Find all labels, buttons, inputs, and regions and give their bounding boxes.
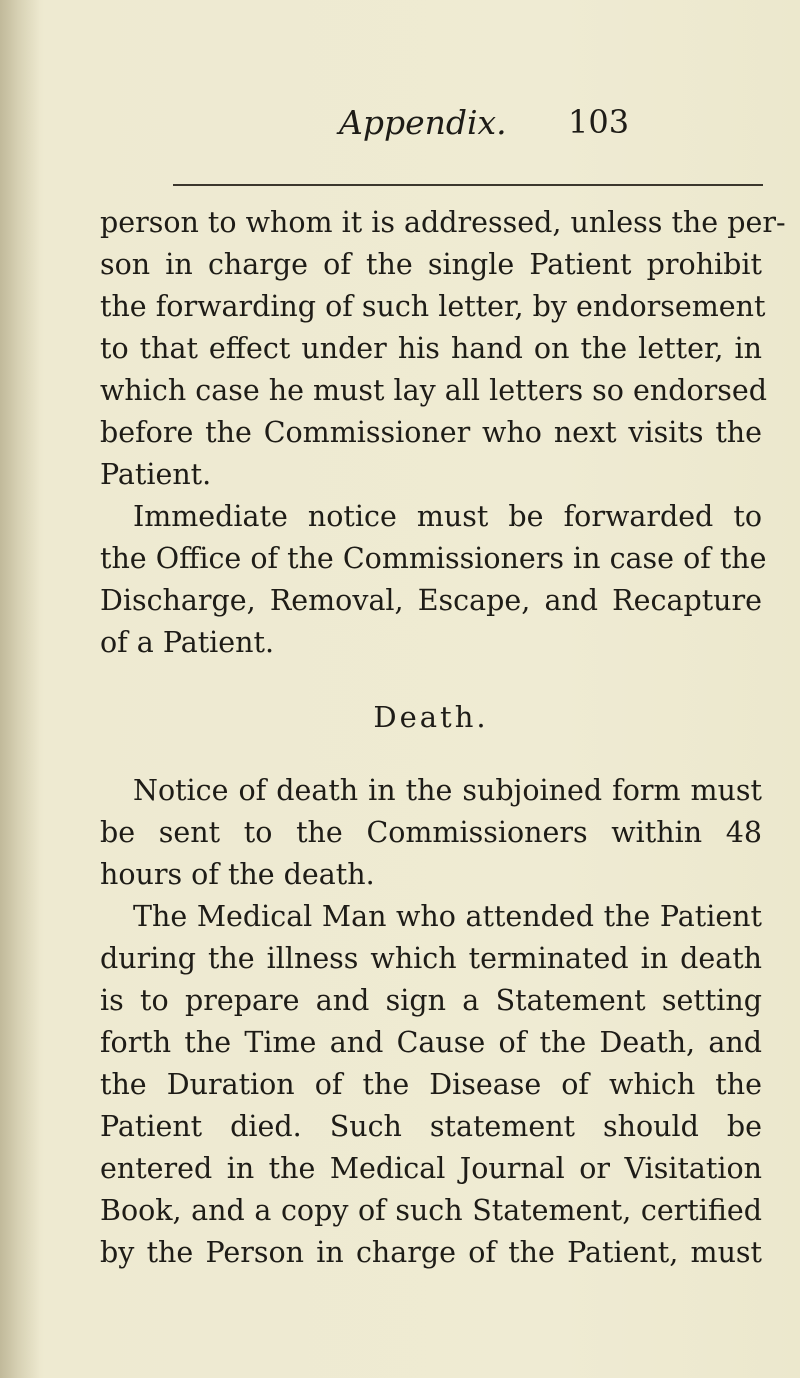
text-line: entered in the Medical Journal or Visitation	[100, 1152, 762, 1185]
text-line: son in charge of the single Patient prohibit	[100, 248, 762, 281]
text-line: be sent to the Commissioners within 48	[100, 816, 762, 849]
header-rule	[173, 184, 763, 186]
text-line: Patient.	[100, 458, 212, 491]
section-heading-death: Death.	[373, 700, 489, 734]
page-edge-shadow	[0, 0, 40, 1378]
text-line: to that effect under his hand on the letter, in	[100, 332, 762, 365]
running-head-title: Appendix.	[339, 103, 507, 142]
text-line: the Duration of the Disease of which the	[100, 1068, 762, 1101]
page-number: 103	[568, 103, 630, 141]
text-line: Notice of death in the subjoined form must	[133, 774, 762, 807]
text-line: before the Commissioner who next visits the	[100, 416, 762, 449]
text-line: The Medical Man who attended the Patient	[133, 900, 762, 933]
text-line: is to prepare and sign a Statement setting	[100, 984, 762, 1017]
text-line: by the Person in charge of the Patient, must	[100, 1236, 762, 1269]
text-line: hours of the death.	[100, 858, 375, 891]
text-line: Discharge, Removal, Escape, and Recapture	[100, 584, 762, 617]
text-line: the Office of the Commissioners in case of the	[100, 542, 767, 575]
text-line: Patient died. Such statement should be	[100, 1110, 762, 1143]
text-line: Book, and a copy of such Statement, certified	[100, 1194, 762, 1227]
text-line: which case he must lay all letters so endorsed	[100, 374, 767, 407]
text-line: forth the Time and Cause of the Death, and	[100, 1026, 762, 1059]
text-line: of a Patient.	[100, 626, 275, 659]
text-line: person to whom it is addressed, unless the per-	[100, 206, 786, 239]
text-line: during the illness which terminated in death	[100, 942, 762, 975]
text-line: the forwarding of such letter, by endorsement	[100, 290, 766, 323]
text-line: Immediate notice must be forwarded to	[133, 500, 762, 533]
